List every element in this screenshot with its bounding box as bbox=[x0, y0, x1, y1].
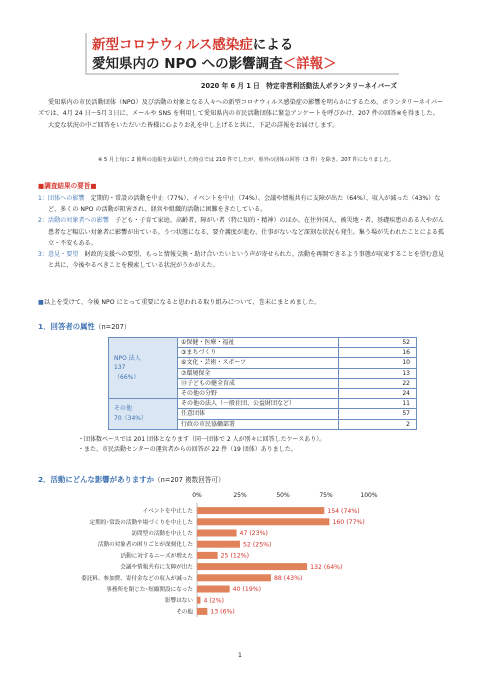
note-item: ・団体数ベースでは 201 団体となります（同一団体で 2 人が別々に回答したケースあり）。 bbox=[78, 436, 326, 443]
data-label: 154 (74%) bbox=[327, 507, 360, 515]
data-label: 47 (23%) bbox=[239, 530, 268, 538]
dateline: 2020 年 6 月 1 日 特定非営利活動法人ボランタリーネイバーズ bbox=[200, 82, 397, 90]
bar bbox=[197, 608, 207, 615]
group-count: 137 bbox=[114, 364, 126, 372]
table-cell-value: 57 bbox=[339, 409, 417, 419]
intro-paragraph-2: 大変な状況の中ご回答をいただいた皆様に心よりお礼を申し上げると共に、下記の詳報をお届けします。 bbox=[48, 121, 339, 129]
summary-item-number: 1： bbox=[38, 195, 48, 202]
page-number: 1 bbox=[237, 651, 243, 659]
group-label: その他 bbox=[114, 405, 133, 413]
category-label: 事務所を閉じた･短縮開設になった bbox=[106, 587, 193, 593]
category-label: 委託料、参加費、寄付金などの収入が減った bbox=[81, 575, 193, 582]
category-label: 会議や情報共有に支障が出た bbox=[120, 564, 193, 571]
bar bbox=[197, 563, 307, 570]
summary-item-label: 団体への影響 bbox=[48, 195, 85, 202]
table-cell-name: ①保健・医療・福祉 bbox=[178, 338, 339, 348]
summary-item-number: 2： bbox=[38, 217, 48, 225]
table-cell-value: 11 bbox=[339, 399, 417, 409]
table-cell-name: ⑦環境保全 bbox=[178, 368, 339, 378]
data-label: 4 (2%) bbox=[203, 597, 225, 605]
table-cell-value: 13 bbox=[339, 368, 417, 378]
data-label: 88 (43%) bbox=[273, 575, 303, 582]
data-label: 25 (12%) bbox=[220, 552, 250, 560]
category-label: イベントを中止した bbox=[142, 508, 193, 515]
category-label: その他 bbox=[176, 609, 193, 616]
table-cell-name: その他の分野 bbox=[178, 388, 339, 398]
category-label: 影響はない bbox=[165, 598, 193, 605]
category-label: 活動に対するニーズが増えた bbox=[120, 553, 193, 560]
section-1-number: 1． bbox=[38, 322, 51, 331]
title-line-2-main: 愛知県内の NPO への影響調査 bbox=[92, 56, 283, 72]
data-label: 13 (6%) bbox=[210, 608, 235, 616]
summary-item-label: 活動の対象者への影響 bbox=[48, 217, 109, 225]
summary-closing-text: 以上を受けて、今後 NPO にとって重要になると思われる取り組みについて、巻末にまとめました。 bbox=[43, 299, 321, 306]
note-item: ・また、市民活動センターの運営者からの回答が 22 件（19 団体）ありました。 bbox=[78, 446, 297, 453]
bar bbox=[197, 518, 329, 525]
group-percent: （34%） bbox=[121, 414, 147, 422]
table-cell-name: その他の法人（一般社団、公益財団など） bbox=[178, 399, 339, 409]
group-label: NPO 法人 bbox=[114, 354, 141, 362]
section-2-title: 活動にどんな影響がありますか bbox=[50, 475, 155, 484]
category-label: 定期的･常設の活動や場づくりを中止した bbox=[89, 519, 193, 526]
bar bbox=[197, 574, 271, 581]
summary-item-text: 定期的・常設の活動を中止（77%）、イベントを中止（74%）、会議や情報共有に支障が出た（64%）、収入が減った（43%）など、多くの NPO の活動が阻害され、経営や組織的活動に困難をきたしている。 bbox=[48, 195, 441, 214]
summary-item-text: 子ども・子育て家庭、高齢者、障がい者（特に知的・精神）のほか、在住外国人、被災地・者、基礎疾患のある人やがん患者など幅広い対象者に影響が出ている。うつ状態になる、要介護度が進む、仕事がないなど深刻な状況も発生。集う場が失われたことによる孤立・不安もある。 bbox=[48, 217, 445, 247]
x-tick-label: 50% bbox=[276, 492, 290, 499]
section-1-sub: （n=207） bbox=[94, 323, 131, 331]
summary-closing-mark: ■ bbox=[38, 299, 44, 306]
data-label: 40 (19%) bbox=[232, 586, 262, 594]
summary-item-text: 財政的支援への要望、もっと情報交換・助け合いたいという声が寄せられた。活動を再開できるよう事態が収束することを望む意見と共に、今後やるべきことを模索している状況がうかがえた。 bbox=[48, 251, 445, 270]
bar bbox=[197, 507, 324, 514]
x-tick-label: 0% bbox=[192, 492, 202, 499]
table-cell-value: 10 bbox=[339, 358, 417, 368]
section-1-title: 回答者の属性 bbox=[50, 322, 95, 331]
x-tick-label: 25% bbox=[233, 492, 247, 499]
group-percent: （66%） bbox=[114, 373, 140, 381]
table-cell-name: ③まちづくり bbox=[178, 348, 339, 358]
x-tick-label: 100% bbox=[360, 492, 378, 499]
bar bbox=[197, 552, 218, 559]
section-2-sub: （n=207 複数回答可） bbox=[154, 476, 225, 484]
bar bbox=[197, 541, 240, 548]
data-label: 132 (64%) bbox=[310, 563, 343, 571]
title-line-1-rest: による bbox=[252, 37, 294, 53]
summary-heading: ■調査結果の要旨■ bbox=[38, 182, 97, 190]
summary-item-label: 意見・要望 bbox=[48, 251, 79, 259]
category-label: 訪問型の活動を中止した bbox=[131, 531, 193, 537]
table-cell-value: 2 bbox=[339, 419, 417, 429]
table-cell-name: ⑬子どもの健全育成 bbox=[178, 378, 339, 388]
section-2-number: 2． bbox=[38, 475, 51, 484]
table-cell-name: ⑥文化・芸術・スポーツ bbox=[178, 358, 339, 368]
data-label: 160 (77%) bbox=[332, 519, 365, 526]
bar bbox=[197, 530, 237, 537]
group-count: 70 bbox=[114, 414, 122, 422]
table-cell-name: 行政の市民協働部署 bbox=[178, 419, 339, 429]
intro-paragraph-1: 愛知県内の市民活動団体（NPO）及び活動の対象となる人々への新型コロナウィルス感染症の影響を明らかにするため、ボランタリーネイバーズでは、4月 24 日～5月３日に、メールや SNS を利用して愛知県内の市民活動団体に緊急アンケートを呼びかけ、207 件の回答※を得ました。 bbox=[38, 99, 444, 118]
bar bbox=[197, 586, 230, 593]
data-label: 52 (25%) bbox=[243, 541, 272, 549]
x-tick-label: 75% bbox=[319, 492, 333, 499]
title-line-2-highlight: ＜詳報＞ bbox=[282, 56, 337, 72]
table-cell-name: 任意団体 bbox=[178, 409, 339, 419]
table-cell-value: 16 bbox=[339, 348, 417, 358]
bar bbox=[197, 597, 200, 604]
table-cell-value: 22 bbox=[339, 378, 417, 388]
category-label: 活動の対象者の困りごとが深刻化した bbox=[97, 542, 193, 549]
table-cell-value: 24 bbox=[339, 388, 417, 398]
summary-item-number: 3： bbox=[38, 251, 48, 259]
title-line-1-highlight: 新型コロナウィルス感染症 bbox=[92, 37, 253, 53]
intro-footnote: ※ 5 月上旬に 2 箇所の追報をお届けした時点では 210 件でしたが、県外の団体の回答（3 件）を除き、207 件になりました。 bbox=[98, 157, 395, 163]
table-cell-value: 52 bbox=[339, 338, 417, 348]
